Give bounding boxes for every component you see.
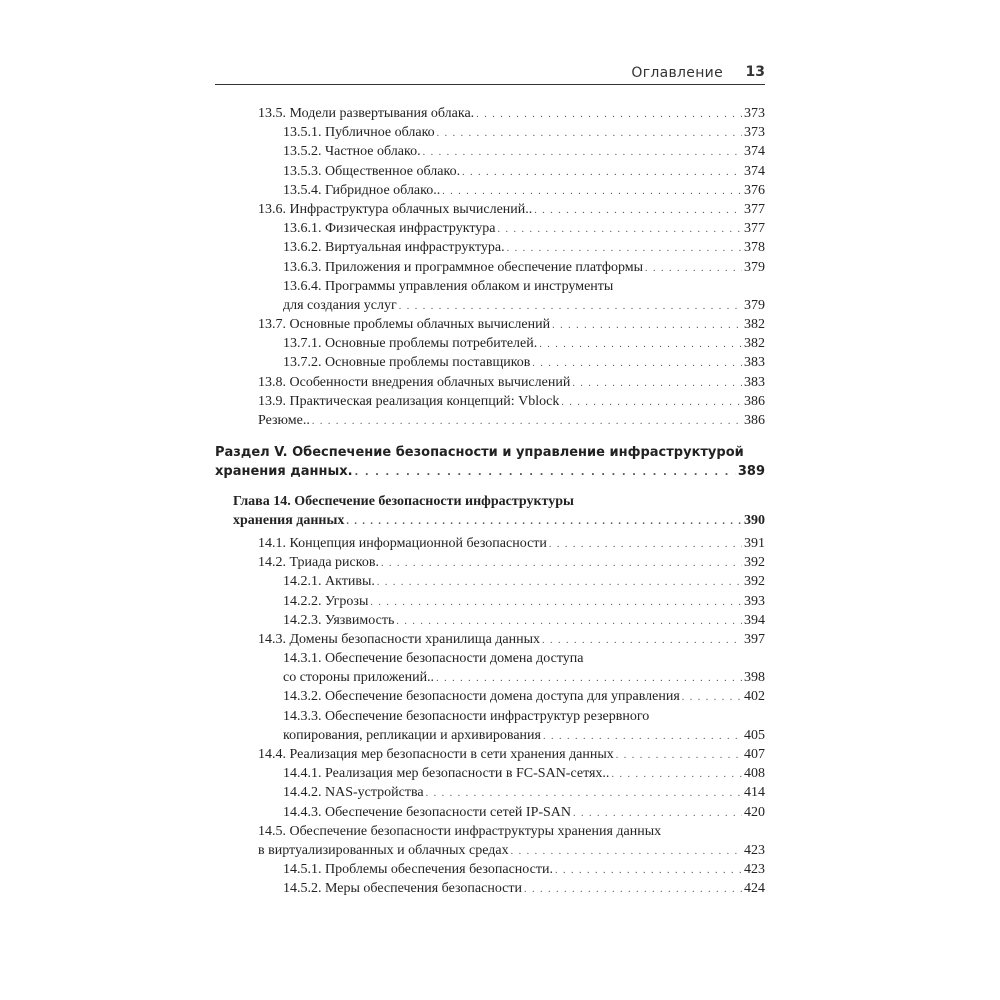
toc-entry-line — [215, 277, 765, 296]
toc-entry-title: 13.7. Основные проблемы облачных вычислений — [258, 317, 551, 333]
toc-entry — [215, 726, 765, 745]
toc-entry — [215, 258, 765, 277]
toc-entry-page: 379 — [744, 297, 765, 313]
toc-entry-page: 379 — [744, 259, 765, 275]
toc-entry — [215, 315, 765, 334]
toc-entry-title: Резюме.. — [258, 413, 310, 428]
dot-leader — [561, 393, 742, 412]
dot-leader — [542, 631, 742, 650]
toc-entry-page: 383 — [744, 374, 765, 390]
toc-entry-page: 373 — [744, 106, 765, 121]
toc-entry — [215, 238, 765, 257]
toc-entry — [215, 572, 765, 591]
dot-leader — [552, 316, 742, 335]
toc-entry-page: 382 — [744, 336, 765, 352]
toc-entry — [215, 142, 765, 161]
toc-entry-page: 374 — [744, 163, 765, 179]
toc-entry-line — [215, 443, 765, 462]
dot-leader — [555, 861, 742, 880]
toc-entry-title: 13.9. Практическая реализация концепций: Vblock — [258, 393, 560, 409]
toc-entry — [215, 334, 765, 353]
toc-entry — [215, 745, 765, 764]
toc-entry — [215, 611, 765, 630]
toc-entry — [215, 841, 765, 860]
dot-leader — [437, 124, 742, 143]
toc-entry-title: 14.1. Концепция информационной безопасности — [258, 535, 547, 551]
toc-entry-title: 13.6.4. Программы управления облаком и инструменты — [283, 278, 614, 294]
toc-entry — [215, 764, 765, 783]
toc-entry-title: Раздел V. Обеспечение безопасности и управление инфраструктурой — [215, 445, 744, 461]
toc-entry-title: 14.2.2. Угрозы — [283, 593, 369, 609]
toc-entry-page: 373 — [744, 125, 765, 141]
toc-entry-title: хранения данных. — [215, 464, 353, 480]
toc-entry-title: 14.2.1. Активы. — [283, 574, 375, 590]
running-header-title: Оглавление — [631, 65, 723, 81]
toc-entry-title: 13.5.2. Частное облако. — [283, 144, 421, 160]
toc-entry-page: 386 — [744, 413, 765, 428]
toc-entry-title: 14.4.1. Реализация мер безопасности в FC-SAN-сетях.. — [283, 766, 610, 782]
toc-entry-page: 390 — [744, 512, 765, 528]
dot-leader — [462, 163, 742, 182]
toc-entry-page: 374 — [744, 144, 765, 160]
dot-leader — [396, 612, 742, 631]
toc-entry — [215, 860, 765, 879]
dot-leader — [534, 201, 742, 220]
toc-entry-title: 14.3.3. Обеспечение безопасности инфраструктур резервного — [283, 708, 650, 724]
toc-entry — [215, 534, 765, 553]
toc-entry-page: 386 — [744, 393, 765, 409]
toc-entry-page: 377 — [744, 201, 765, 217]
toc-entry — [215, 162, 765, 181]
toc-entry-page: 383 — [744, 355, 765, 371]
dot-leader — [498, 220, 743, 239]
toc-entry — [215, 181, 765, 200]
dot-leader — [399, 297, 742, 316]
dot-leader — [476, 105, 742, 124]
toc-entry — [215, 553, 765, 572]
toc-entry-page: 377 — [744, 221, 765, 237]
dot-leader — [426, 784, 742, 803]
dot-leader — [377, 573, 742, 592]
table-of-contents — [215, 104, 765, 899]
toc-entry-title: 14.5.1. Проблемы обеспечения безопасности. — [283, 862, 553, 878]
toc-entry-title: 13.6.2. Виртуальная инфраструктура. — [283, 240, 505, 256]
toc-entry-page: 391 — [744, 535, 765, 551]
dot-leader — [532, 354, 742, 373]
toc-entry-title: 13.7.1. Основные проблемы потребителей. — [283, 336, 538, 352]
toc-entry-title: 13.5.4. Гибридное облако.. — [283, 182, 441, 198]
toc-entry — [215, 803, 765, 822]
toc-entry-title: 13.6.3. Приложения и программное обеспечение платформы — [283, 259, 644, 275]
toc-entry-title: со стороны приложений.. — [283, 670, 435, 686]
toc-entry — [215, 104, 765, 123]
toc-entry — [215, 687, 765, 706]
toc-entry-page: 378 — [744, 240, 765, 256]
toc-entry-page: 394 — [744, 612, 765, 628]
toc-entry-title: 14.5.2. Меры обеспечения безопасности — [283, 881, 522, 897]
toc-entry-title: 14.4. Реализация мер безопасности в сети хранения данных — [258, 747, 614, 762]
toc-entry — [215, 462, 765, 481]
toc-entry-page: 382 — [744, 317, 765, 333]
toc-entry — [215, 879, 765, 898]
dot-leader — [524, 880, 742, 899]
toc-entry-title: 14.3.1. Обеспечение безопасности домена доступа — [283, 651, 584, 667]
dot-leader — [539, 335, 742, 354]
toc-entry-title: 14.4.2. NAS-устройства — [283, 785, 424, 801]
toc-entry — [215, 353, 765, 372]
toc-entry-title: 13.5. Модели развертывания облака. — [258, 106, 475, 121]
toc-entry-page: 389 — [737, 464, 765, 480]
page-number: 13 — [745, 64, 765, 80]
toc-entry-page: 408 — [744, 766, 765, 782]
toc-entry-page: 414 — [744, 785, 765, 801]
toc-entry — [215, 392, 765, 411]
dot-leader — [573, 804, 742, 823]
dot-leader — [645, 259, 742, 278]
dot-leader — [423, 143, 742, 162]
dot-leader — [616, 746, 742, 765]
toc-entry-title: копирования, репликации и архивирования — [283, 727, 541, 743]
toc-entry-page: 393 — [744, 593, 765, 609]
toc-entry — [215, 200, 765, 219]
toc-entry — [215, 668, 765, 687]
toc-entry-page: 424 — [744, 881, 765, 897]
toc-entry-title: 14.2.3. Уязвимость — [283, 612, 395, 628]
toc-entry-page: 392 — [744, 555, 765, 571]
toc-entry-page: 376 — [744, 182, 765, 198]
dot-leader — [346, 512, 742, 531]
toc-entry-title: 14.3.2. Обеспечение безопасности домена доступа для управления — [283, 689, 680, 705]
toc-entry — [215, 783, 765, 802]
running-header — [215, 64, 765, 85]
toc-entry-page: 392 — [744, 574, 765, 590]
toc-entry-title: 13.5.3. Общественное облако. — [283, 163, 461, 179]
dot-leader — [549, 535, 742, 554]
toc-entry-line — [215, 707, 765, 726]
toc-entry-title: 13.5.1. Публичное облако — [283, 125, 435, 141]
toc-entry-line — [215, 649, 765, 668]
dot-leader — [355, 463, 736, 482]
dot-leader — [312, 412, 742, 431]
toc-entry-page: 423 — [744, 862, 765, 878]
toc-entry — [215, 592, 765, 611]
dot-leader — [682, 688, 742, 707]
toc-entry-page: 423 — [744, 842, 765, 858]
toc-entry-page: 407 — [744, 747, 765, 762]
toc-entry-title: 13.8. Особенности внедрения облачных вычислений — [258, 374, 571, 390]
toc-entry — [215, 219, 765, 238]
toc-entry — [215, 296, 765, 315]
dot-leader — [381, 554, 742, 573]
dot-leader — [572, 374, 742, 393]
toc-entry-title: 14.5. Обеспечение безопасности инфраструктуры хранения данных — [258, 823, 662, 839]
toc-entry — [215, 630, 765, 649]
toc-entry-line — [215, 492, 765, 511]
toc-entry-title: 14.2. Триада рисков. — [258, 555, 379, 571]
toc-entry — [215, 411, 765, 430]
dot-leader — [543, 727, 742, 746]
toc-entry — [215, 511, 765, 530]
toc-entry — [215, 373, 765, 392]
dot-leader — [507, 239, 742, 258]
toc-entry-page: 420 — [744, 804, 765, 820]
toc-entry-title: 14.3. Домены безопасности хранилища данных — [258, 631, 541, 647]
toc-entry-page: 402 — [744, 689, 765, 705]
dot-leader — [611, 765, 742, 784]
toc-entry-title: 13.6. Инфраструктура облачных вычислений.. — [258, 201, 533, 217]
toc-entry-title: хранения данных — [233, 512, 345, 528]
toc-entry-page: 398 — [744, 670, 765, 686]
dot-leader — [442, 182, 742, 201]
toc-entry-title: Глава 14. Обеспечение безопасности инфраструктуры — [233, 493, 574, 509]
toc-entry-page: 397 — [744, 631, 765, 647]
toc-entry-title: 13.6.1. Физическая инфраструктура — [283, 221, 496, 237]
dot-leader — [436, 669, 742, 688]
toc-entry-page: 405 — [744, 727, 765, 743]
toc-entry-title: 13.7.2. Основные проблемы поставщиков — [283, 355, 531, 371]
toc-entry — [215, 123, 765, 142]
toc-entry-title: 14.4.3. Обеспечение безопасности сетей IP-SAN — [283, 804, 572, 820]
dot-leader — [511, 842, 742, 861]
toc-entry-title: для создания услуг — [283, 297, 397, 313]
toc-entry-title: в виртуализированных и облачных средах — [258, 842, 509, 858]
dot-leader — [370, 593, 742, 612]
toc-entry-line — [215, 822, 765, 841]
